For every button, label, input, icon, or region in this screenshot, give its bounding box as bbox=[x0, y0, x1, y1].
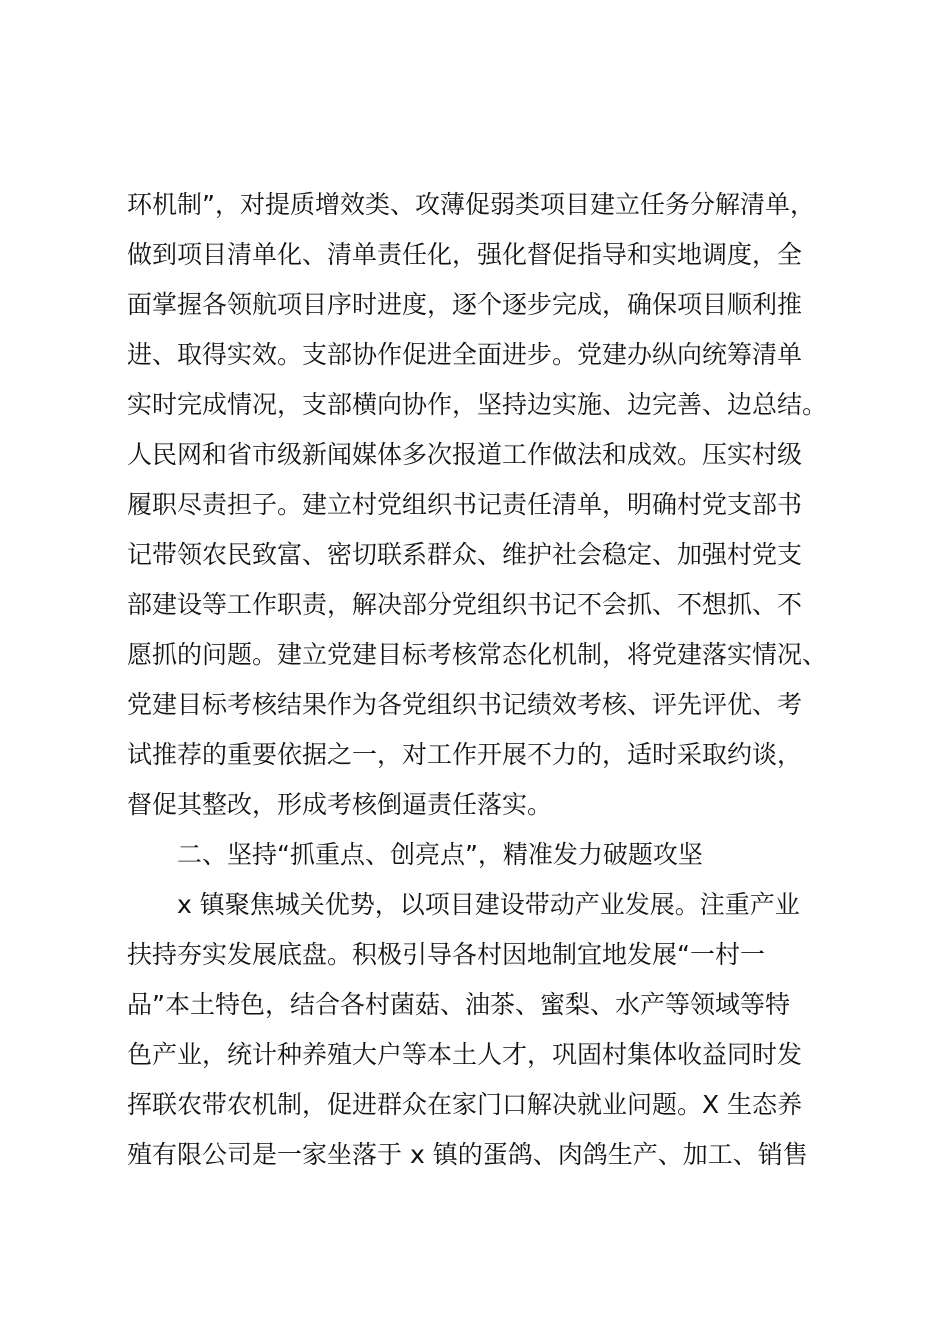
text-line: 记带领农民致富、密切联系群众、维护社会稳定、加强村党支 bbox=[127, 540, 803, 569]
text-line: x 镇聚焦城关优势，以项目建设带动产业发展。注重产业 bbox=[177, 890, 800, 919]
text-line: 做到项目清单化、清单责任化，强化督促指导和实地调度，全 bbox=[127, 240, 803, 269]
text-line: 部建设等工作职责，解决部分党组织书记不会抓、不想抓、不 bbox=[127, 590, 803, 619]
section-heading: 二、坚持“抓重点、创亮点”，精准发力破题攻坚 bbox=[177, 840, 703, 869]
text-line: 人民网和省市级新闻媒体多次报道工作做法和成效。压实村级 bbox=[127, 440, 803, 469]
text-line: 殖有限公司是一家坐落于 x 镇的蛋鸽、肉鸽生产、加工、销售 bbox=[127, 1140, 808, 1169]
text-line: 进、取得实效。支部协作促进全面进步。党建办纵向统筹清单 bbox=[127, 340, 803, 369]
text-line: 扶持夯实发展底盘。积极引导各村因地制宜地发展“一村一 bbox=[127, 940, 765, 969]
text-line: 党建目标考核结果作为各党组织书记绩效考核、评先评优、考 bbox=[127, 690, 803, 719]
text-line: 品”本土特色，结合各村菌菇、油茶、蜜梨、水产等领域等特 bbox=[127, 990, 790, 1019]
text-line: 挥联农带农机制，促进群众在家门口解决就业问题。X 生态养 bbox=[127, 1090, 803, 1119]
text-line: 面掌握各领航项目序时进度，逐个逐步完成，确保项目顺利推 bbox=[127, 290, 803, 319]
text-line: 环机制”，对提质增效类、攻薄促弱类项目建立任务分解清单， bbox=[127, 190, 815, 219]
text-line: 履职尽责担子。建立村党组织书记责任清单，明确村党支部书 bbox=[127, 490, 803, 519]
text-line: 实时完成情况，支部横向协作，坚持边实施、边完善、边总结。 bbox=[127, 390, 828, 419]
text-line: 愿抓的问题。建立党建目标考核常态化机制，将党建落实情况、 bbox=[127, 640, 828, 669]
text-line: 色产业，统计种养殖大户等本土人才，巩固村集体收益同时发 bbox=[127, 1040, 803, 1069]
text-line: 督促其整改，形成考核倒逼责任落实。 bbox=[127, 790, 553, 819]
text-line: 试推荐的重要依据之一，对工作开展不力的，适时采取约谈， bbox=[127, 740, 803, 769]
